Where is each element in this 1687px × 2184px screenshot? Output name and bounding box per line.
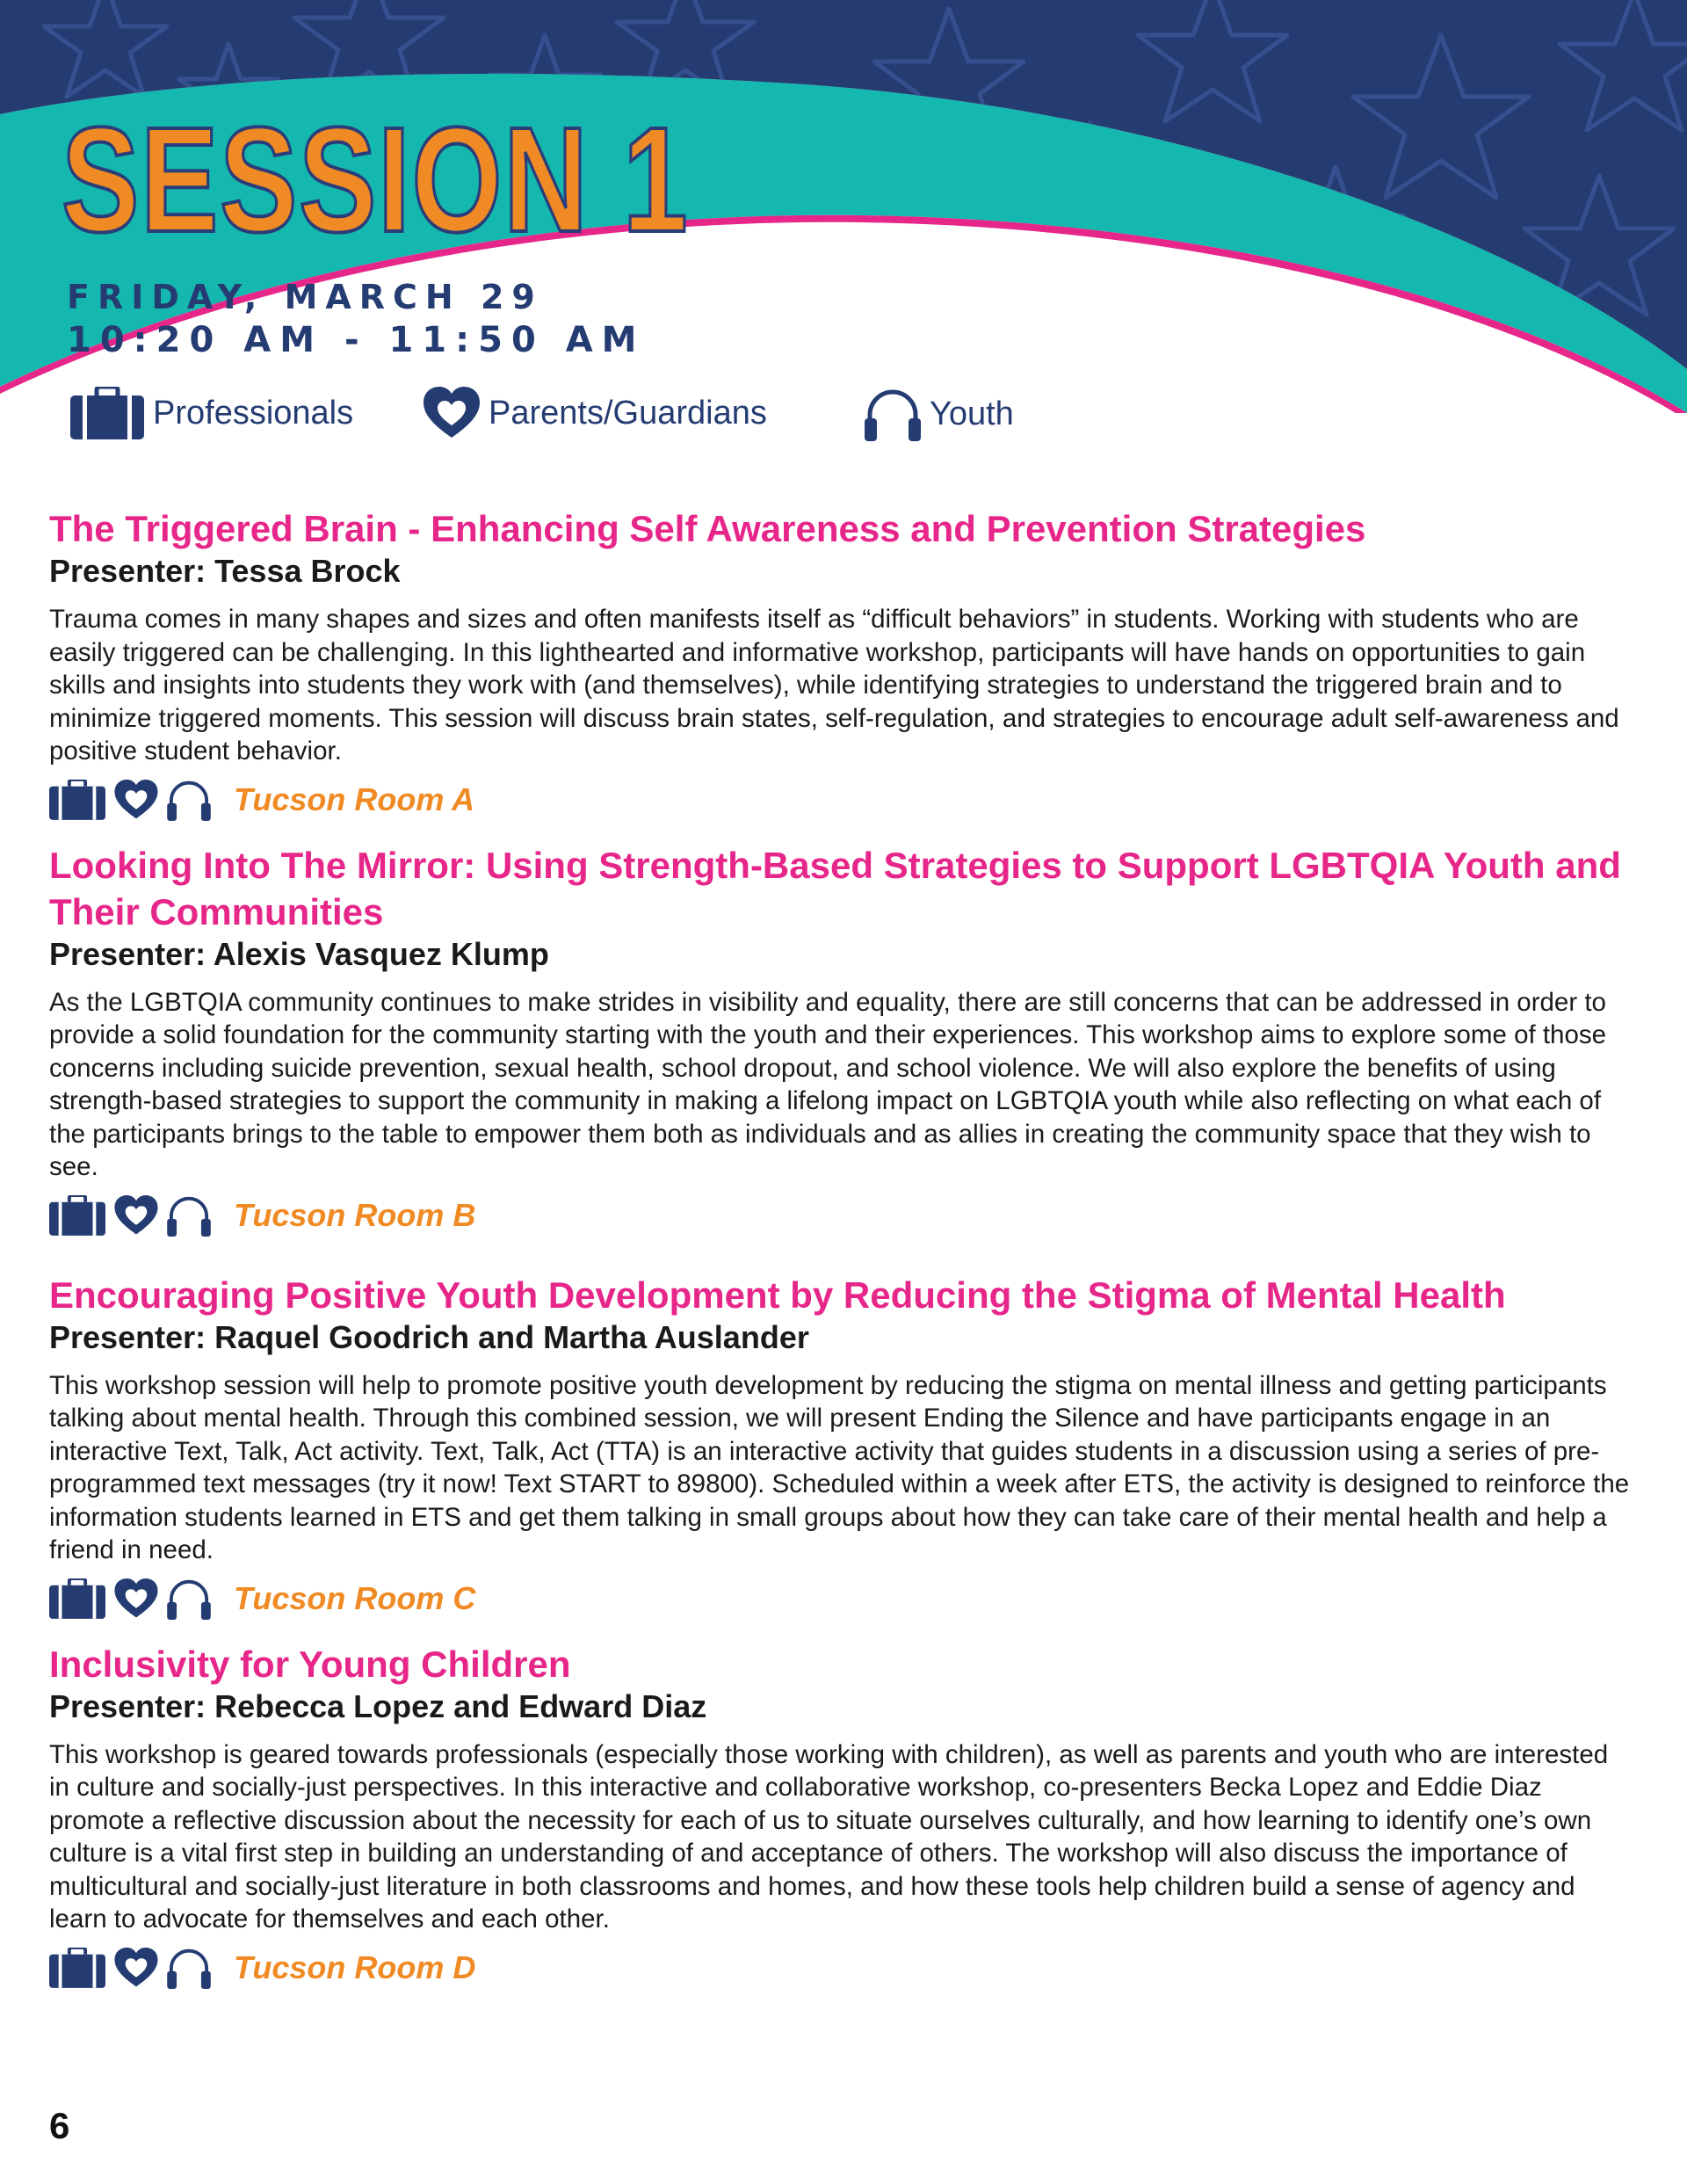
heart-icon — [114, 1578, 158, 1619]
headphones-icon — [167, 779, 211, 821]
session-item-footer — [49, 1194, 1631, 1237]
session-date: FRIDAY, MARCH 29 — [67, 278, 543, 316]
session-item-description: As the LGBTQIA community continues to make strides in visibility and equality, there are still concerns that can be addressed in order to provide a solid foundation for the community starting with the youth and their experiences. This workshop aims to explore some of those concerns including suicide prevention, sexual health, school dropout, and school violence. We will also explore the benefits of using strength-based strategies to support the community in making a lifelong impact on LGBTQIA youth while also reflecting on what each of the participants brings to the table to empower them both as individuals and as allies in creating the community space that they wish to see. — [49, 987, 1607, 1181]
briefcase-icon — [49, 1195, 105, 1236]
session-item-presenter: Presenter: Rebecca Lopez and Edward Diaz — [49, 1687, 707, 1724]
legend-label: Youth — [930, 395, 1014, 432]
heart-icon — [114, 780, 158, 820]
legend-label: Parents/Guardians — [489, 394, 767, 432]
heart-icon — [114, 1195, 158, 1236]
session-item-description: Trauma comes in many shapes and sizes and often manifests itself as “difficult behaviors” in students. Working with students who are easily triggered can be challenging. In this lighthearted and informative workshop, participants will have hands on opportunities to gain skills and insights into students they work with (and themselves), while identifying strategies to understand the triggered brain and to minimize triggered moments. This session will discuss brain states, self-regulation, and strategies to encourage adult self-awareness and positive student behavior. — [49, 605, 1619, 765]
session-item-presenter: Presenter: Alexis Vasquez Klump — [49, 935, 549, 972]
headphones-icon — [167, 1194, 211, 1237]
headphones-icon — [167, 1947, 211, 1989]
headphones-icon — [865, 387, 921, 441]
heart-icon — [114, 1948, 158, 1988]
page-number: 6 — [49, 2105, 70, 2146]
session-item-room: Tucson Room C — [234, 1579, 476, 1616]
session-item-presenter: Presenter: Tessa Brock — [49, 553, 401, 589]
session-item-description: This workshop is geared towards professionals (especially those working with children), as well as parents and youth who are interested in culture and socially-just perspectives. In this interactive and collaborative workshop, co-presenters Becka Lopez and Eddie Diaz promote a reflective discussion about the necessity for each of us to situate ourselves culturally, and how learning to identify one’s own culture is a vital first step in building an understanding of and acceptance of others. The workshop will also discuss the importance of multicultural and socially-just literature in both classrooms and homes, and how these tools help children build a sense of agency and learn to advocate for themselves and each other. — [49, 1739, 1609, 1934]
session-item-title: Inclusivity for Young Children — [49, 1643, 571, 1685]
session-item-footer — [49, 779, 1631, 821]
session-item-footer — [49, 1578, 1631, 1620]
session-item — [49, 1272, 1631, 1620]
session-item-title: Looking Into The Mirror: Using Strength-Based Strategies to Support LGBTQIA Youth and Their Communities — [49, 844, 1621, 932]
session-item-footer — [49, 1947, 1631, 1989]
heart-icon — [424, 387, 480, 439]
session-item — [49, 505, 1631, 821]
session-item-description: This workshop session will help to promote positive youth development by reducing the stigma on mental illness and getting participants talking about mental health. Through this combined session, we will present Ending the Silence and have participants engage in an interactive Text, Talk, Act activity. Text, Talk, Act (TTA) is an interactive activity that guides students in a discussion using a series of pre-programmed text messages (try it now! Text START to 89800). Scheduled within a week after ETS, the activity is designed to reinforce the information students learned in ETS and get them talking in small groups about how they can take care of their mental health and help a friend in need. — [49, 1370, 1630, 1564]
session-item-title: The Triggered Brain - Enhancing Self Awareness and Prevention Strategies — [49, 508, 1366, 549]
briefcase-icon — [70, 387, 144, 439]
legend-item-parents — [424, 387, 767, 439]
briefcase-icon — [49, 1948, 105, 1988]
session-item-room: Tucson Room D — [234, 1948, 476, 1985]
legend-item-professionals — [70, 387, 353, 439]
legend-label: Professionals — [153, 394, 354, 432]
session-item-title: Encouraging Positive Youth Development by Reducing the Stigma of Mental Health — [49, 1273, 1506, 1316]
briefcase-icon — [49, 1578, 105, 1619]
session-title: SESSION 1 — [62, 97, 690, 264]
session-list — [49, 505, 1631, 2010]
legend-item-youth — [865, 387, 1014, 441]
session-item — [49, 842, 1631, 1237]
briefcase-icon — [49, 780, 105, 820]
session-item-presenter: Presenter: Raquel Goodrich and Martha Auslander — [49, 1318, 809, 1355]
session-time: 10:20 AM - 11:50 AM — [67, 320, 646, 360]
session-item-room: Tucson Room A — [234, 780, 475, 817]
headphones-icon — [167, 1578, 211, 1620]
session-item-room: Tucson Room B — [234, 1196, 476, 1233]
session-item — [49, 1641, 1631, 1989]
